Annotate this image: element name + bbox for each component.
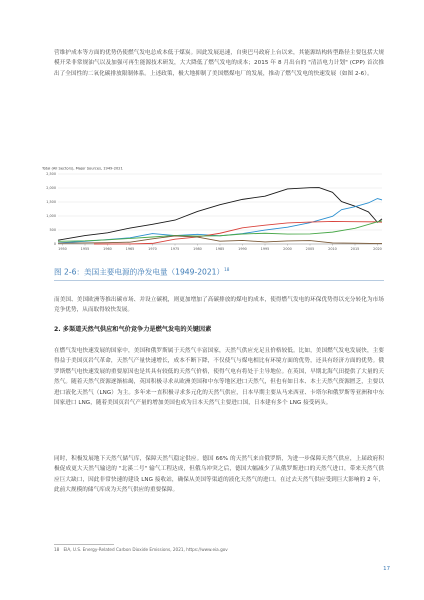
x-tick-label: 2000 [283, 247, 292, 251]
y-tick-label: 1,000 [46, 214, 56, 219]
figure-chart [42, 166, 388, 254]
x-tick-label: 1950 [58, 247, 67, 251]
x-tick-label: 1965 [125, 247, 135, 251]
chart-x-axis [58, 244, 382, 251]
x-tick-label: 2015 [350, 247, 360, 251]
figure-caption-text: 图 2-6：美国主要电源的净发电量（1949-2021） [54, 267, 225, 277]
footnote: 18 EIA, U.S. Energy-Related Carbon Dioxide Emissions, 2021, https://www.eia.gov [54, 547, 228, 552]
y-tick-label: 1,500 [46, 200, 56, 205]
x-tick-label: 1980 [193, 247, 202, 251]
x-tick-label: 1995 [260, 247, 270, 251]
x-tick-label: 2010 [328, 247, 337, 251]
chart-y-axis [46, 172, 56, 246]
figure-caption [54, 264, 384, 279]
paragraph-intro: 营维护成本等方面的优势仍使燃气发电总成本低于煤炭。因此发展迅速，自奥巴马政府上台以来，其能源结构转型路径主要包括大规模开采非常规油气以及加强可再生能源技术研发，大大降低了燃气发电的成本；2015 年 8 月出台的 "清洁电力计划" (CPP) 首次推出了全国性的二氧化碳排放限制体系。上述政策，极大地抑制了美国燃煤电厂的发展，推动了燃气发电的快速发展（如图 2-6）。 [54, 50, 384, 77]
page-number: 17 [383, 566, 390, 572]
y-tick-label: 2,000 [46, 186, 56, 191]
x-tick-label: 2005 [305, 247, 315, 251]
x-tick-label: 2020 [373, 247, 382, 251]
y-tick-label: 0 [53, 242, 56, 247]
x-tick-label: 1955 [80, 247, 90, 251]
x-tick-label: 1990 [238, 247, 247, 251]
y-tick-label: 2,500 [46, 172, 56, 177]
series-line-renewable-energy [58, 221, 382, 241]
paragraph-storage: 同时，积极发展地下天然气储气库，保障天然气稳定供应。德国 66% 的天然气来自俄罗斯，为进一步保障天然气供应，上届政府积极促成更大天然气输送的 "北溪二号" 输气工程达成，但俄乌冲突之后，德国大幅减少了从俄罗斯进口的天然气进口，带来天然气供应巨大缺口，因此非常快速的建设 LNG 接收站，确保从美国等渠道的液化天然气的进口。在过去天然气供应受到巨大影响的 2 年，此前大规模的储气库成为天然气供应的重要保障。 [54, 456, 384, 494]
paragraph-carbon-market: 而美国、美国欧洲等推出碳市场、并设立碳税，则更加增加了高碳排放的煤电的成本，使得燃气发电的环保优势得以充分转化为市场竞争优势，从而取得较快发展。 [54, 297, 384, 314]
x-tick-label: 1975 [170, 247, 180, 251]
x-tick-label: 1985 [215, 247, 225, 251]
chart-title: Total (All Sectors), Major Sources, 1949-2021 [42, 166, 123, 171]
footnote-divider [54, 544, 114, 545]
chart-series-group [58, 188, 382, 244]
x-tick-label: 1970 [148, 247, 157, 251]
section-heading: 2. 多渠道天然气供应和气价竞争力是燃气发电的关键因素 [54, 326, 212, 333]
net-generation-line-chart [42, 166, 388, 254]
caption-divider [54, 280, 384, 281]
x-tick-label: 1960 [103, 247, 112, 251]
figure-caption-footnote-ref[interactable]: 18 [224, 267, 230, 272]
paragraph-gas-supply: 在燃气发电快速发展的国家中，美国和俄罗斯属于天然气丰富国家，天然气供应充足且价格较低。比如，美国燃气发电发展快，主要得益于美国页岩气革命，天然气产量快速增长，成本不断下降，不仅使气与煤电相比有环境方面的优势，还具有经济方面的优势。俄罗斯燃气电快速发展的重要原因也是其具有较低的天然气价格，使得气电有将处于主导地位。在英国，早期北海气田提供了大量的天然气。随着天然气资源逐渐枯竭，英国积极寻求从欧洲美国和中东等地区进口天然气，但也有如日本、本土天然气资源匮乏，主要以进口液化天然气（LNG）为主。多年来一直积极寻求多元化的天然气供应，日本早期主要从马来西亚、卡塔尔和俄罗斯等亚洲和中东国家进口 LNG，随着美国页岩气产量的增加美国也成为日本天然气主要进口国，日本建有多个 LNG 接受码头。 [54, 348, 384, 407]
y-tick-label: 500 [49, 228, 56, 233]
